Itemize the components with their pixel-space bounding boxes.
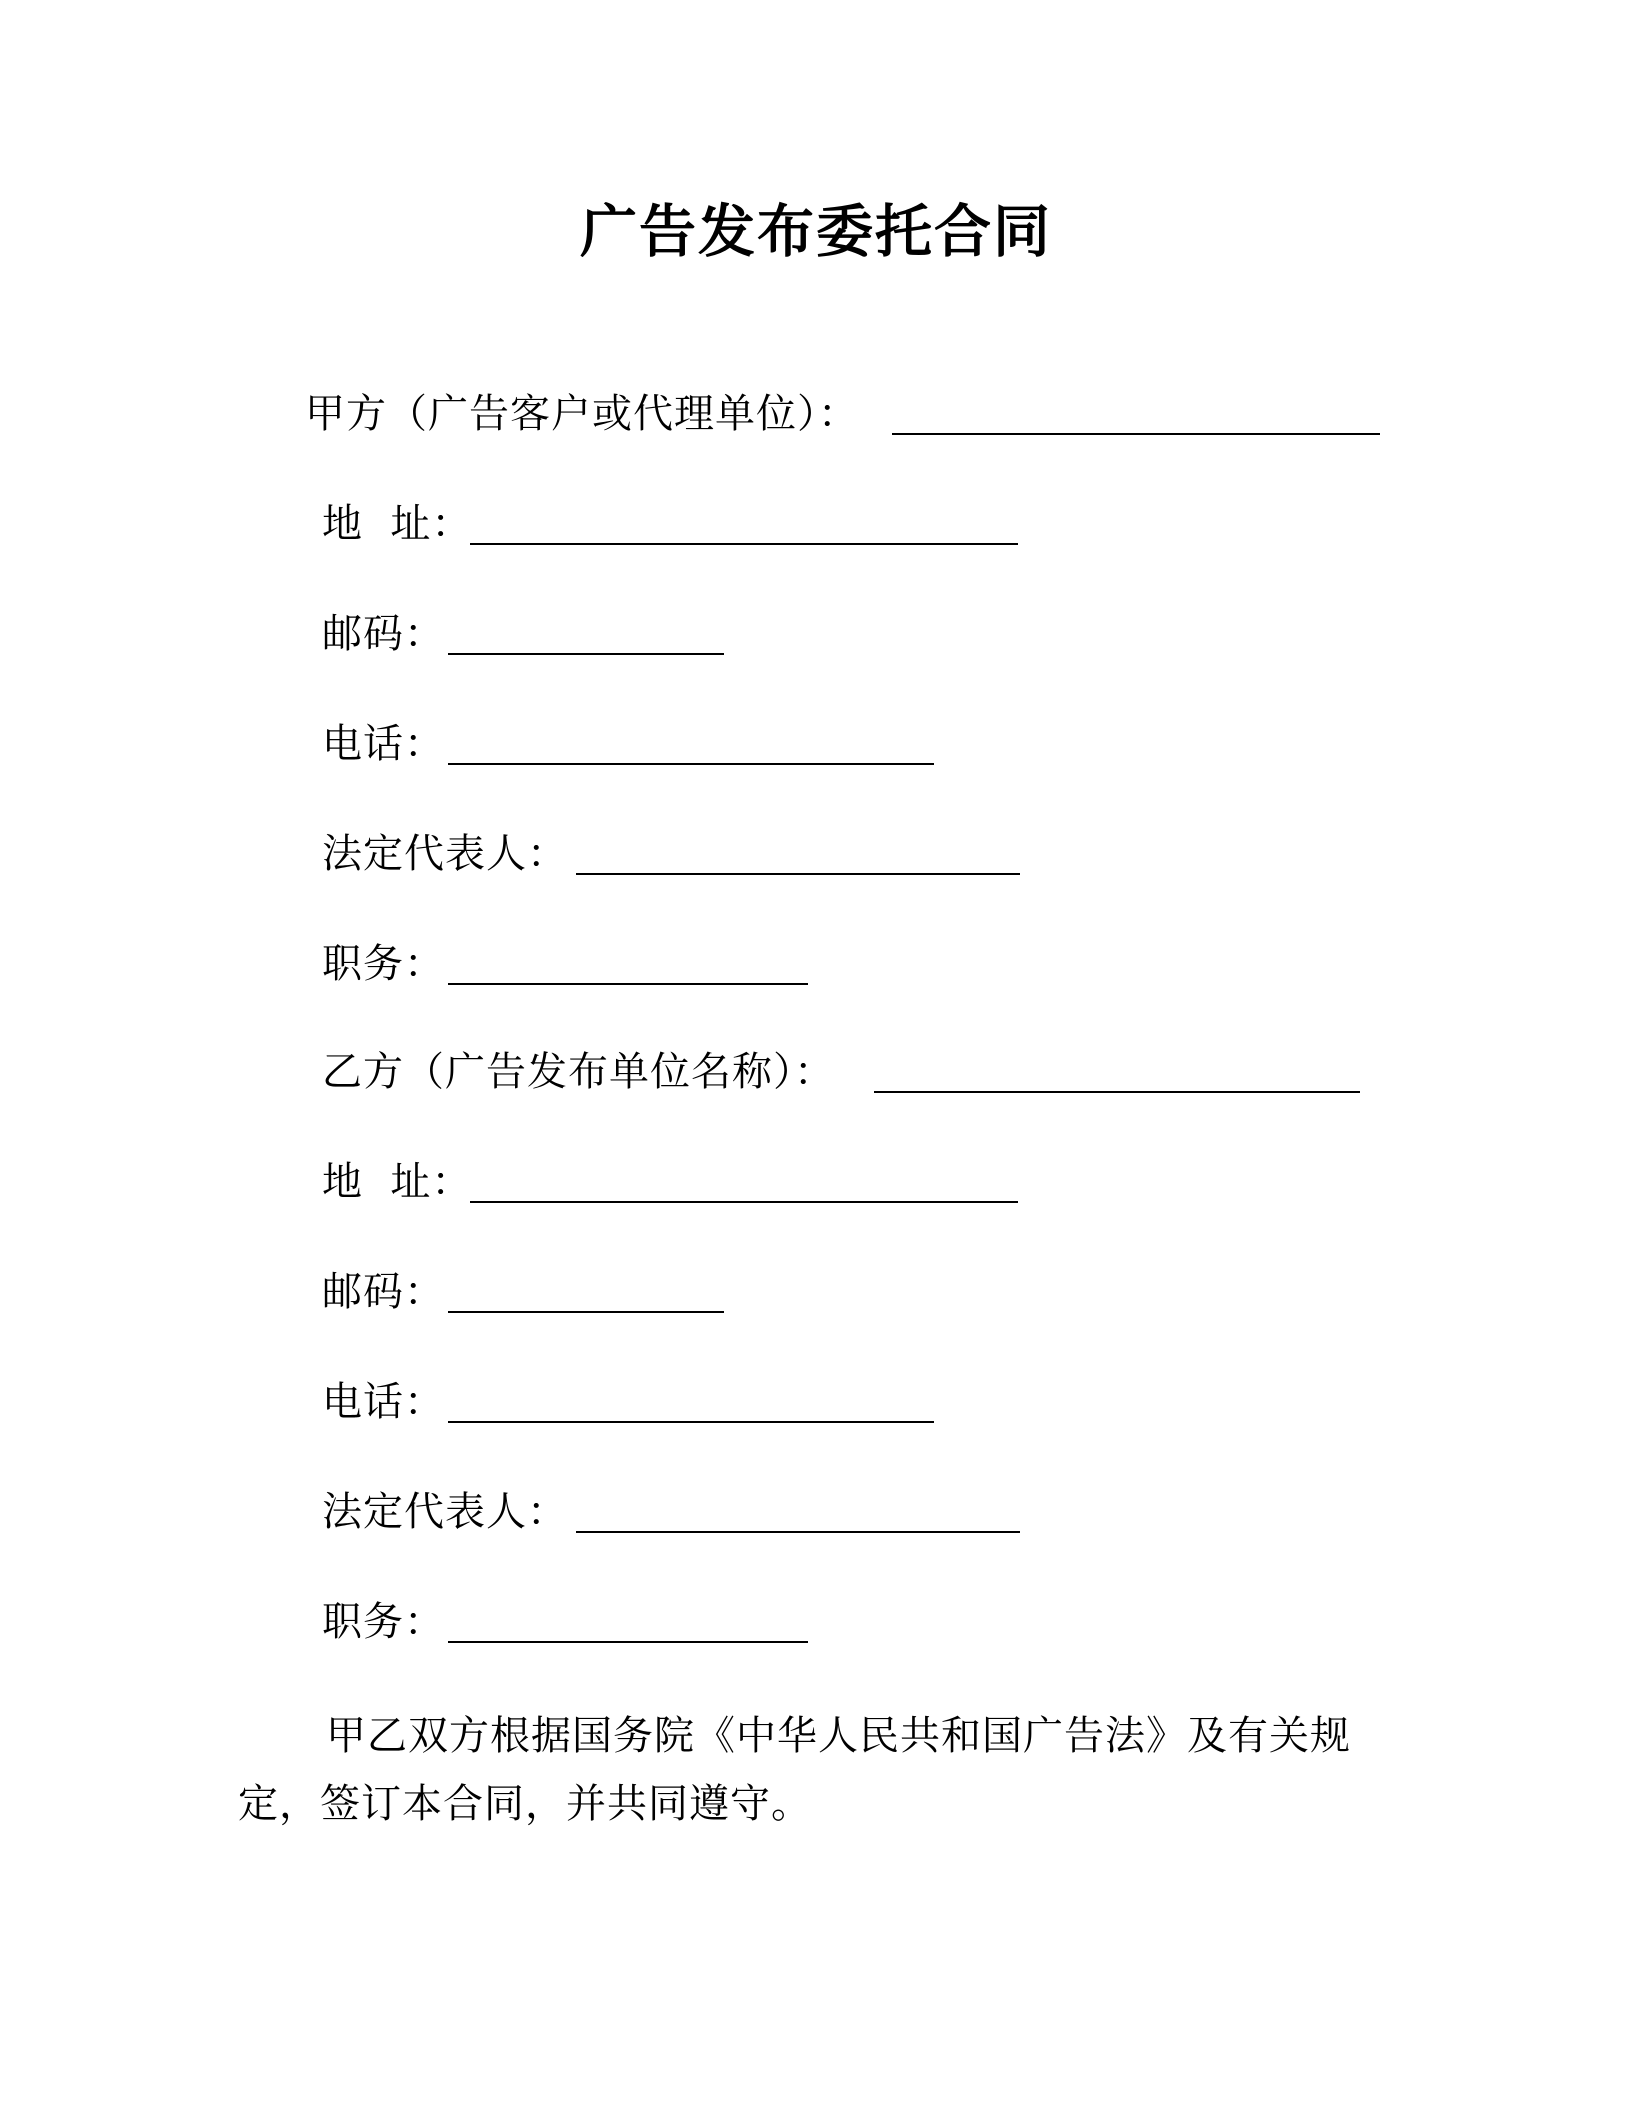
party-b-phone-blank[interactable] — [448, 1421, 934, 1423]
party-a-address-label: 地 址： — [322, 501, 473, 547]
party-b-heading-row — [322, 1042, 1362, 1102]
party-a-legal-rep-blank[interactable] — [576, 873, 1020, 875]
party-a-position-label: 职务： — [322, 941, 445, 987]
party-a-name-blank[interactable] — [892, 433, 1380, 435]
party-a-phone-row — [322, 714, 1022, 774]
party-b-postcode-row — [322, 1262, 822, 1322]
party-b-legal-rep-row — [322, 1482, 1022, 1542]
party-b-postcode-blank[interactable] — [448, 1311, 724, 1313]
party-a-address-row — [322, 494, 1022, 554]
party-a-legal-rep-row — [322, 824, 1022, 884]
party-a-position-row — [322, 934, 922, 994]
party-a-legal-rep-label: 法定代表人： — [322, 831, 568, 877]
party-a-postcode-blank[interactable] — [448, 653, 724, 655]
party-b-heading: 乙方（广告发布单位名称）： — [322, 1049, 835, 1095]
document-title: 广告发布委托合同 — [580, 199, 1052, 265]
party-b-position-label: 职务： — [322, 1599, 445, 1645]
party-b-position-row — [322, 1592, 922, 1652]
party-b-phone-label: 电话： — [322, 1379, 445, 1425]
party-b-legal-rep-blank[interactable] — [576, 1531, 1020, 1533]
preamble-paragraph: 甲乙双方根据国务院《中华人民共和国广告法》及有关规定，签订本合同，并共同遵守。 — [238, 1713, 1351, 1827]
party-b-address-blank[interactable] — [470, 1201, 1018, 1203]
party-a-postcode-label: 邮码： — [322, 611, 445, 657]
party-a-heading: 甲方（广告客户或代理单位）： — [305, 391, 859, 437]
party-a-phone-blank[interactable] — [448, 763, 934, 765]
party-a-address-blank[interactable] — [470, 543, 1018, 545]
party-b-position-blank[interactable] — [448, 1641, 808, 1643]
party-a-phone-label: 电话： — [322, 721, 445, 767]
party-b-legal-rep-label: 法定代表人： — [322, 1489, 568, 1535]
party-a-position-blank[interactable] — [448, 983, 808, 985]
party-b-name-blank[interactable] — [874, 1091, 1360, 1093]
party-a-heading-row — [305, 384, 1380, 444]
party-b-phone-row — [322, 1372, 1022, 1432]
party-b-address-label: 地 址： — [322, 1159, 473, 1205]
party-b-postcode-label: 邮码： — [322, 1269, 445, 1315]
party-a-postcode-row — [322, 604, 822, 664]
party-b-address-row — [322, 1152, 1022, 1212]
